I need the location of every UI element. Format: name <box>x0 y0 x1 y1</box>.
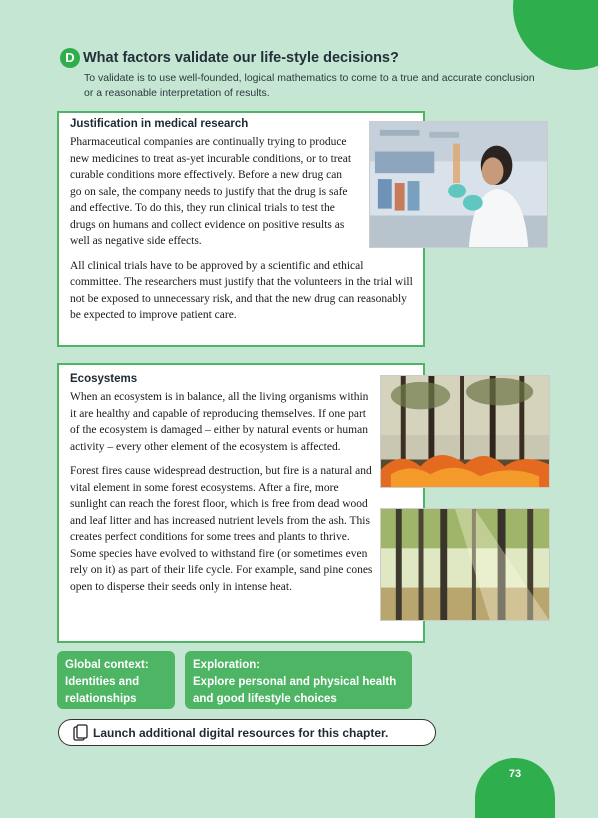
section-heading <box>60 48 540 68</box>
medical-paragraph-2: All clinical trials have to be approved by a scientific and ethical committee. The researchers must justify that the volunteers in the trial will not be exposed to unnecessary risk, and that the new drug can reasonably be expected to improve patient care. <box>70 259 413 321</box>
launch-resources-label: Launch additional digital resources for this chapter. <box>93 725 389 740</box>
exploration-label: Exploration: <box>193 659 261 671</box>
ecosystems-paragraph-2: Forest fires cause widespread destruction, but fire is a natural and vital element in some forest ecosystems. After a fire, more sunlight can reach the forest floor, which is free from dead wood and leaf litter and has increased nutrient levels from the ash. This creates perfect conditions for some trees and plants to thrive. Some species have evolved to withstand fire (or sometimes even rely on it) as part of their life cycle. For example, sand pine cones open to disperse their seeds only in intense heat. <box>70 465 373 593</box>
page-number-text: 73 <box>508 768 522 780</box>
global-context-tag <box>57 651 175 709</box>
section-intro: To validate is to use well-founded, logical mathematics to come to a true and accurate conclusion or a reasonable interpretation of results. <box>84 72 535 99</box>
launch-resources-button[interactable] <box>58 719 436 746</box>
global-context-label: Global context: <box>65 659 149 671</box>
forest-fire-photo <box>380 375 550 488</box>
section-badge: D <box>60 48 80 68</box>
documents-icon <box>73 724 89 742</box>
ecosystems-paragraph-1: When an ecosystem is in balance, all the living organisms within it are healthy and capable of reproducing themselves. If one part of the ecosystem is damaged – either by natural events or human activity – every other element of the ecosystem is affected. <box>70 391 369 453</box>
page-number <box>475 758 555 818</box>
ecosystems-box-title: Ecosystems <box>70 373 138 385</box>
ecosystems-box <box>57 363 425 643</box>
exploration-tag <box>185 651 412 709</box>
medical-paragraph-1: Pharmaceutical companies are continually trying to produce new medicines to treat as-yet incurable conditions, or to treat curable conditions more effectively. Before a new drug can go on sale, the company needs to justify that the drug is safe and effective. To do this, they run clinical trials to test the drugs on humans and collect evidence on positive results as well as negative side effects. <box>70 136 352 247</box>
global-context-value: Identities and relationships <box>65 676 140 705</box>
lab-researcher-photo <box>369 121 548 248</box>
section-title: What factors validate our life-style decisions? <box>83 50 399 66</box>
medical-box-title: Justification in medical research <box>70 118 249 130</box>
exploration-value: Explore personal and physical health and good lifestyle choices <box>193 676 397 705</box>
sunlit-forest-photo <box>380 508 550 621</box>
